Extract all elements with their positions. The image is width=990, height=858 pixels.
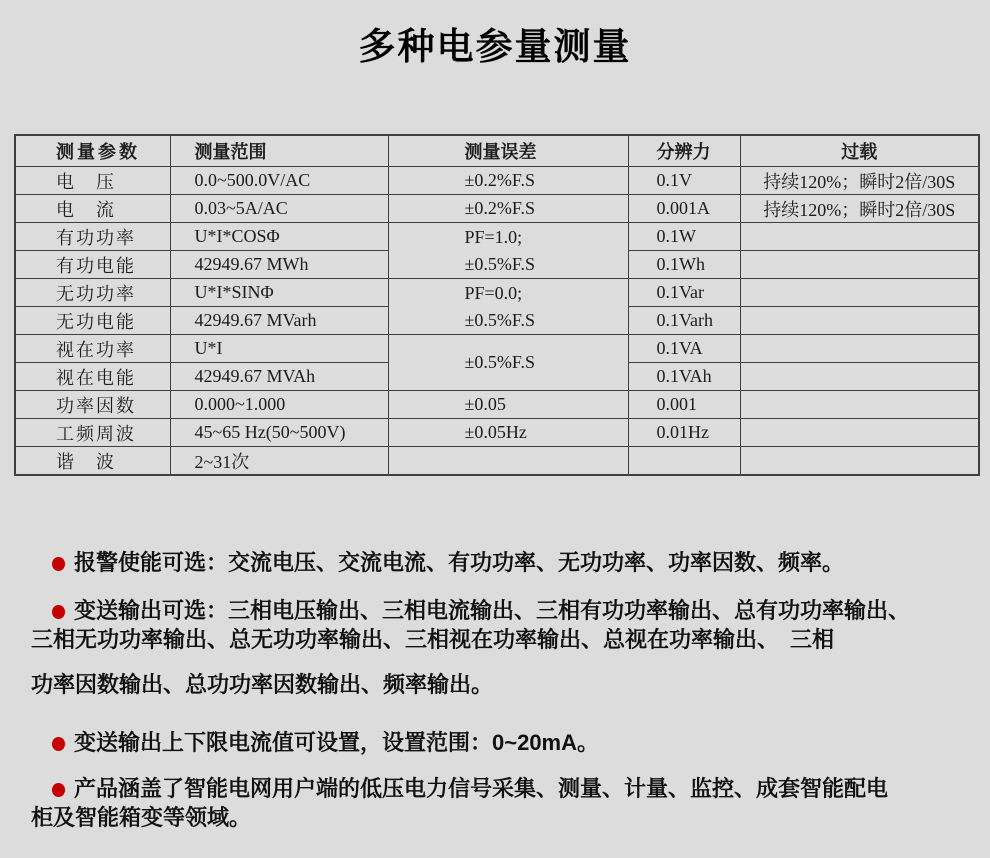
error-line: ±0.5%F.S xyxy=(464,352,535,372)
table-row xyxy=(15,195,979,223)
cell-param: 电 压 xyxy=(15,167,170,195)
bullet-item-transmit-output xyxy=(31,596,971,699)
cell-resolution: 0.1Var xyxy=(628,279,740,307)
table-row xyxy=(15,223,979,251)
table-row xyxy=(15,167,979,195)
cell-param: 谐 波 xyxy=(15,447,170,476)
cell-param: 无功功率 xyxy=(15,279,170,307)
table-row xyxy=(15,391,979,419)
cell-range: 45~65 Hz(50~500V) xyxy=(170,419,388,447)
cell-param: 工频周波 xyxy=(15,419,170,447)
table-row xyxy=(15,279,979,307)
bullet-text: 产品涵盖了智能电网用户端的低压电力信号采集、测量、计量、监控、成套智能配电 xyxy=(74,776,889,801)
bullet-text: 报警使能可选：交流电压、交流电流、有功功率、无功功率、功率因数、频率。 xyxy=(74,550,845,575)
error-line: PF=1.0; xyxy=(464,226,523,247)
bullet-item-alarm xyxy=(31,548,971,577)
table-row xyxy=(15,335,979,363)
bullet-text: 变送输出上下限电流值可设置，设置范围：0~20mA。 xyxy=(74,730,600,755)
cell-error: ±0.2%F.S xyxy=(388,167,628,195)
cell-overload xyxy=(740,251,979,279)
bullet-item-applications xyxy=(31,774,971,832)
cell-range: U*I*SINΦ xyxy=(170,279,388,307)
cell-resolution: 0.1VA xyxy=(628,335,740,363)
cell-error-merged xyxy=(388,223,628,279)
bullet-dot-icon xyxy=(52,737,65,751)
cell-param: 电 流 xyxy=(15,195,170,223)
cell-resolution: 0.1Wh xyxy=(628,251,740,279)
error-line: ±0.5%F.S xyxy=(464,309,535,330)
bullet-text: 三相无功功率输出、总无功功率输出、三相视在功率输出、总视在功率输出、 三相 xyxy=(31,627,835,652)
cell-range: U*I*COSΦ xyxy=(170,223,388,251)
cell-resolution: 0.1VAh xyxy=(628,363,740,391)
cell-overload xyxy=(740,279,979,307)
cell-resolution: 0.1Varh xyxy=(628,307,740,335)
cell-error: ±0.05Hz xyxy=(388,419,628,447)
cell-overload xyxy=(740,363,979,391)
cell-resolution: 0.001A xyxy=(628,195,740,223)
measurement-spec-table xyxy=(14,134,980,476)
cell-param: 视在电能 xyxy=(15,363,170,391)
table-row xyxy=(15,447,979,476)
bullet-text: 柜及智能箱变等领域。 xyxy=(31,805,252,830)
col-header-error: 测量误差 xyxy=(388,135,628,167)
cell-range: 0.03~5A/AC xyxy=(170,195,388,223)
cell-overload xyxy=(740,223,979,251)
cell-range: 42949.67 MVAh xyxy=(170,363,388,391)
cell-overload xyxy=(740,335,979,363)
bullet-dot-icon xyxy=(52,605,65,619)
cell-overload xyxy=(740,419,979,447)
cell-error-merged xyxy=(388,279,628,335)
page-title: 多种电参量测量 xyxy=(358,26,632,67)
cell-param: 视在功率 xyxy=(15,335,170,363)
cell-overload: 持续120%；瞬时2倍/30S xyxy=(740,167,979,195)
cell-param: 有功电能 xyxy=(15,251,170,279)
cell-overload xyxy=(740,447,979,476)
cell-error xyxy=(388,447,628,476)
cell-range: 0.000~1.000 xyxy=(170,391,388,419)
cell-range: 2~31次 xyxy=(170,447,388,476)
col-header-resolution: 分辨力 xyxy=(628,135,740,167)
cell-range: 42949.67 MVarh xyxy=(170,307,388,335)
bullet-text: 功率因数输出、总功功率因数输出、频率输出。 xyxy=(31,672,494,697)
col-header-param: 测量参数 xyxy=(15,135,170,167)
error-line: ±0.5%F.S xyxy=(464,253,535,274)
cell-error-merged xyxy=(388,335,628,391)
cell-error: ±0.05 xyxy=(388,391,628,419)
bullet-item-current-range xyxy=(31,728,971,757)
col-header-range: 测量范围 xyxy=(170,135,388,167)
cell-resolution xyxy=(628,447,740,476)
cell-overload xyxy=(740,391,979,419)
bullet-text: 变送输出可选：三相电压输出、三相电流输出、三相有功功率输出、总有功功率输出、 xyxy=(74,598,911,623)
table-row xyxy=(15,419,979,447)
cell-range: 42949.67 MWh xyxy=(170,251,388,279)
cell-param: 无功电能 xyxy=(15,307,170,335)
error-line: PF=0.0; xyxy=(464,282,523,303)
cell-resolution: 0.1V xyxy=(628,167,740,195)
cell-range: 0.0~500.0V/AC xyxy=(170,167,388,195)
cell-resolution: 0.001 xyxy=(628,391,740,419)
bullet-dot-icon xyxy=(52,557,65,571)
cell-overload: 持续120%；瞬时2倍/30S xyxy=(740,195,979,223)
cell-resolution: 0.1W xyxy=(628,223,740,251)
cell-error: ±0.2%F.S xyxy=(388,195,628,223)
cell-param: 有功功率 xyxy=(15,223,170,251)
cell-overload xyxy=(740,307,979,335)
cell-resolution: 0.01Hz xyxy=(628,419,740,447)
col-header-overload: 过载 xyxy=(740,135,979,167)
cell-range: U*I xyxy=(170,335,388,363)
table-header-row xyxy=(15,135,979,167)
cell-param: 功率因数 xyxy=(15,391,170,419)
bullet-dot-icon xyxy=(52,783,65,797)
